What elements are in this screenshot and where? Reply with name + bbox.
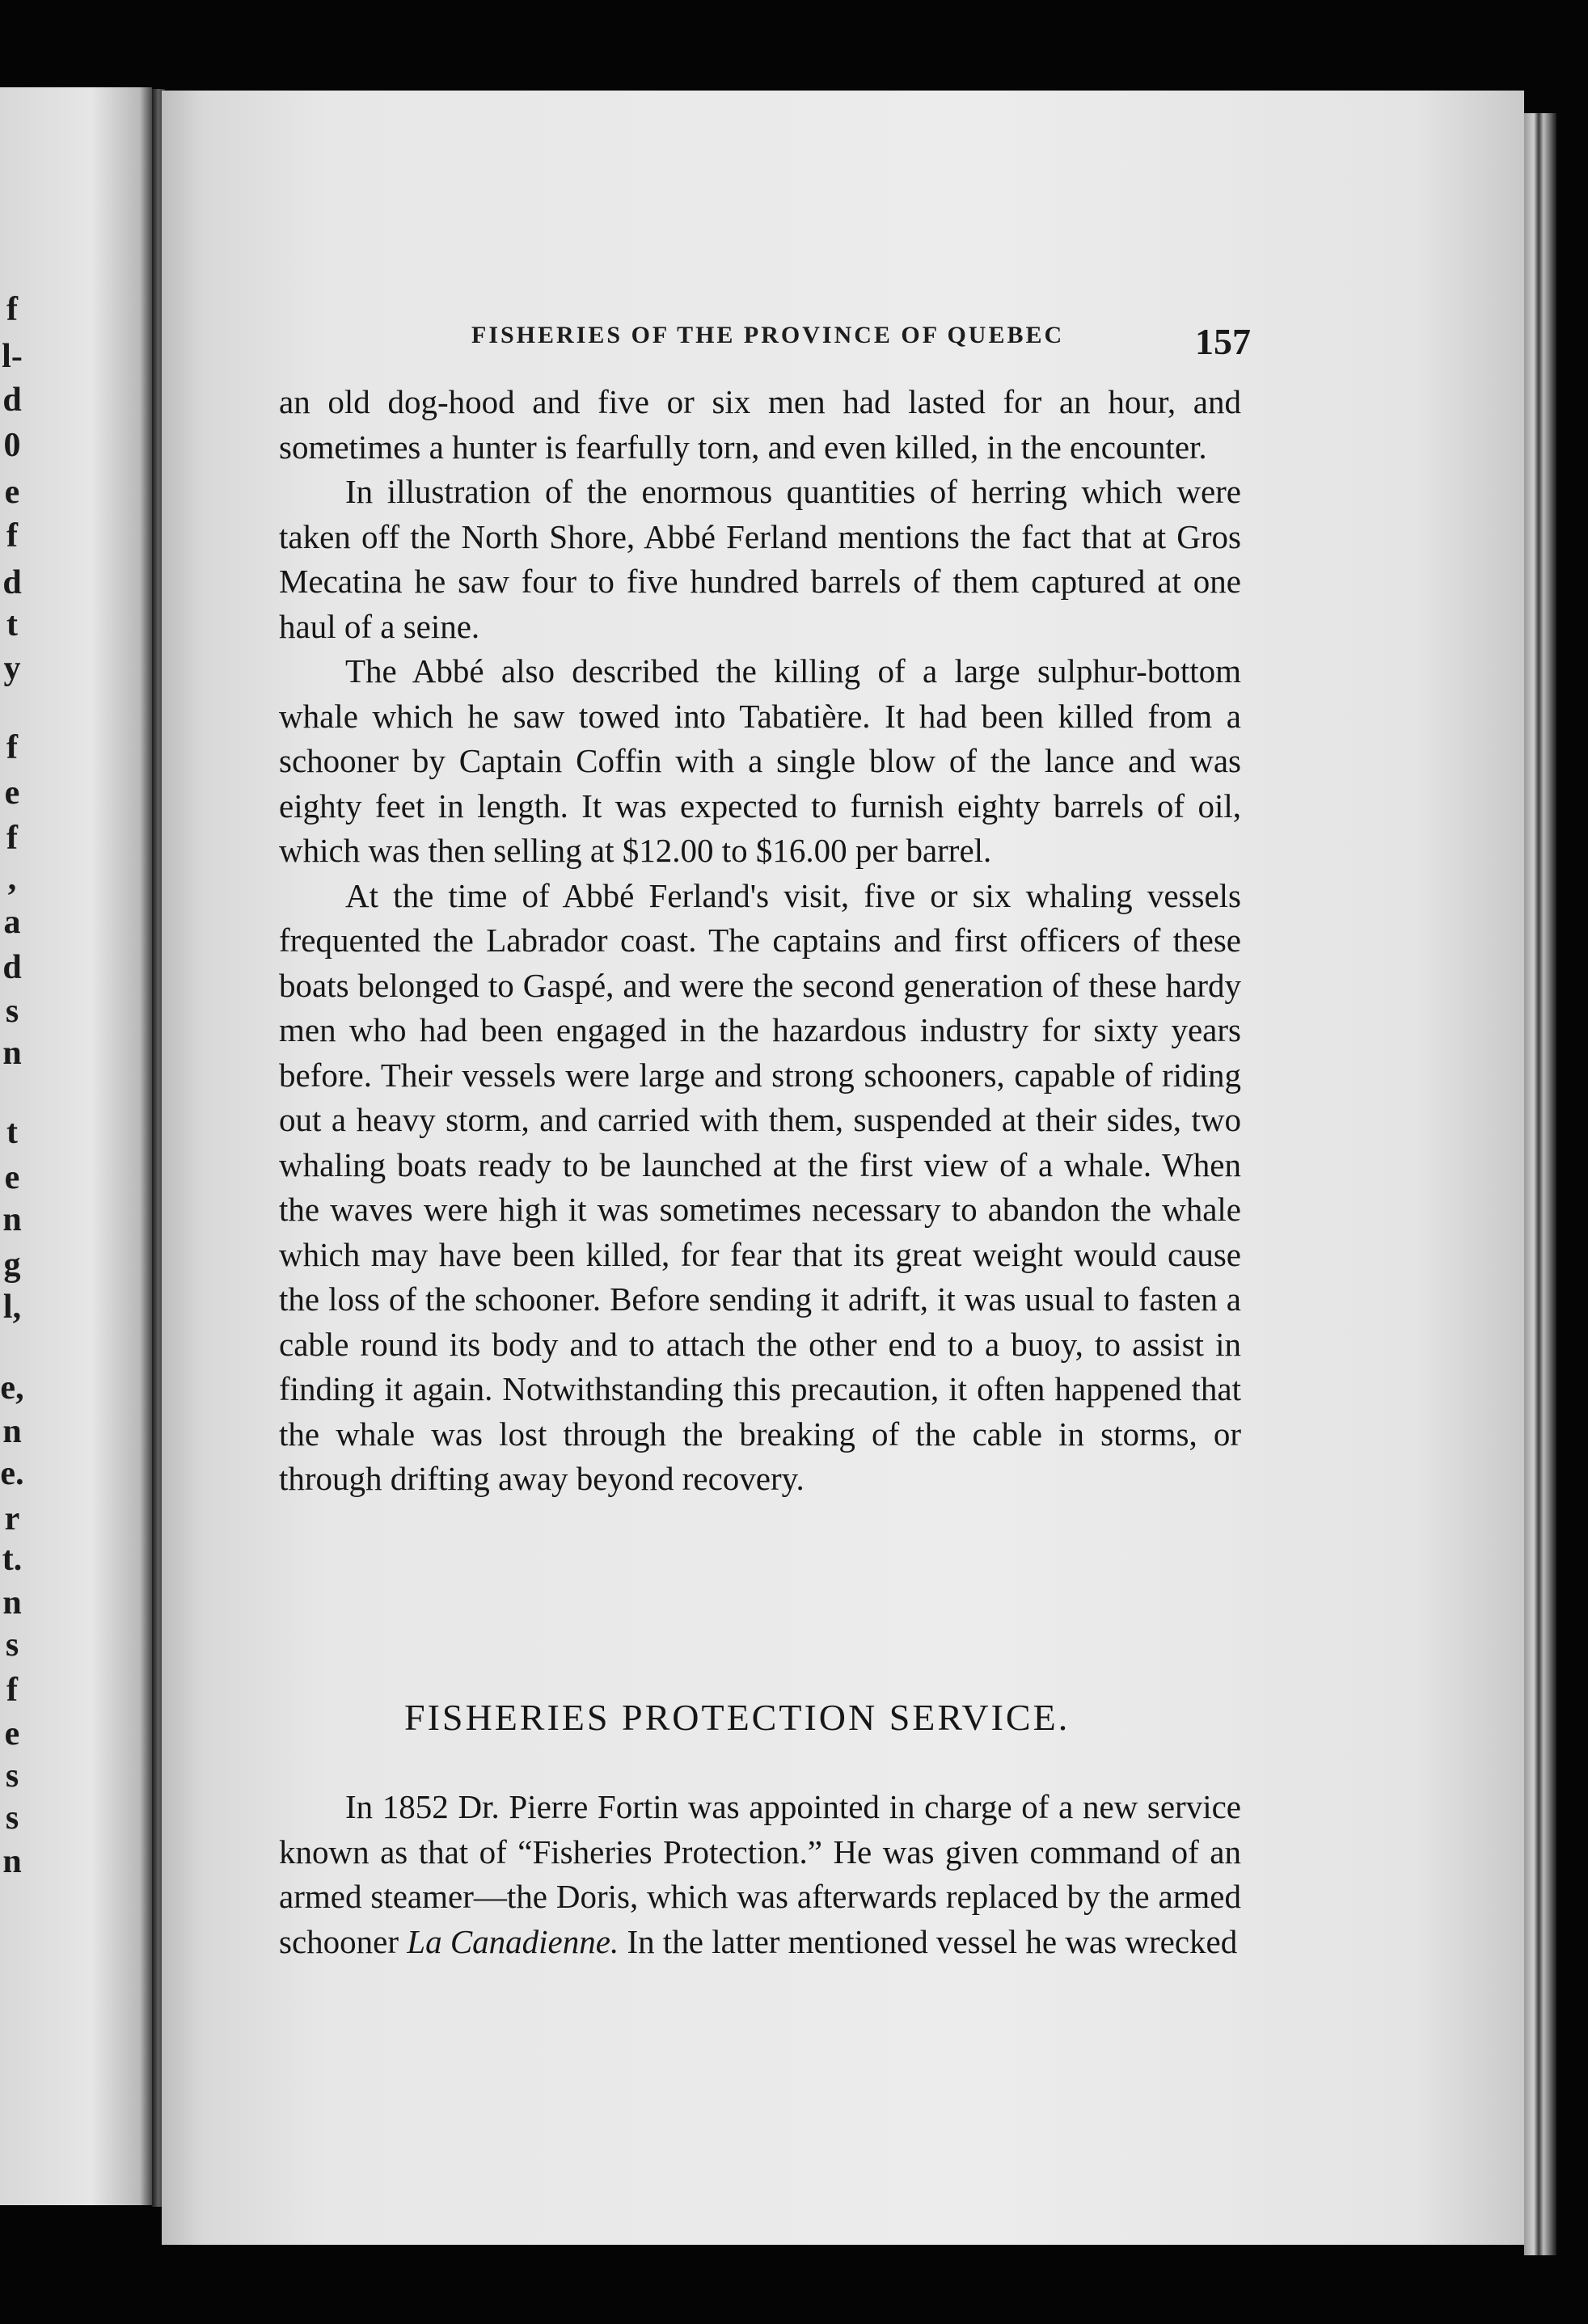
facing-page-letter: l, <box>2 1289 22 1326</box>
facing-page-letter: a <box>3 904 21 941</box>
vessel-name: La Canadienne. <box>407 1922 619 1960</box>
facing-page-letter: g <box>3 1246 21 1284</box>
facing-page-edge <box>0 87 152 2205</box>
facing-page-letter: y <box>3 650 21 687</box>
facing-page-letter: s <box>5 1757 19 1795</box>
paragraph-4: At the time of Abbé Ferland's visit, five or six whaling vessels frequented the Labrador coast. The captains and first officers of these boats belonged to Gaspé, and were the second generation of these hardy men who had been engaged in the hazardous industry for sixty years before. Their vessels were large and strong schooners, capable of riding out a heavy storm, and carried with them, suspended at their sides, two whaling boats ready to be launched at the first view of a whale. When the waves were high it was sometimes necessary to abandon the whale which may have been killed, for fear that its great weight would cause the loss of the schooner. Before sending it adrift, it was usual to fasten a cable round its body and to attach the other end to a buoy, to assist in finding it again. Notwithstanding this precaution, it often happened that the whale was lost through the breaking of the cable in storms, or through drifting away beyond recovery. <box>279 876 1241 1497</box>
facing-page-letter: s <box>5 993 19 1030</box>
paragraph-3: The Abbé also described the killing of a large sulphur-bottom whale which he saw towed into Tabatière. It had been killed from a schooner by Captain Coffin with a single blow of the lance and was eighty feet in length. It was expected to furnish eighty barrels of oil, which was then selling at $12.00 to $16.00 per barrel. <box>279 652 1241 869</box>
facing-page-letter: f <box>6 729 18 766</box>
facing-page-letter: f <box>6 517 18 555</box>
section-body-text <box>279 1785 1241 1964</box>
running-head: FISHERIES OF THE PROVINCE OF QUEBEC <box>471 322 1065 348</box>
facing-page-letter: d <box>2 564 22 601</box>
facing-page-letter: 0 <box>3 427 21 464</box>
facing-page-letter: t. <box>2 1541 23 1578</box>
facing-page-letter: e <box>4 1159 20 1196</box>
page-number: 157 <box>1195 321 1251 362</box>
facing-page-letter: e. <box>0 1455 24 1492</box>
facing-page-letter: l- <box>2 338 23 375</box>
facing-page-letter: e <box>4 774 20 812</box>
facing-page-letter: n <box>2 1584 22 1622</box>
facing-page-letter: n <box>2 1843 22 1880</box>
paragraph-1: an old dog-hood and five or six men had lasted for an hour, and sometimes a hunter is fearfully torn, and even killed, in the encounter. <box>279 383 1241 466</box>
facing-page-letter: n <box>2 1413 22 1450</box>
section-paragraph-end: In the latter mentioned vessel he was wrecked <box>627 1922 1238 1960</box>
section-heading: FISHERIES PROTECTION SERVICE. <box>404 1697 1071 1738</box>
facing-page-letter: s <box>5 1799 19 1837</box>
facing-page-letter: , <box>7 860 17 897</box>
facing-page-letter: d <box>2 949 22 986</box>
section-paragraph-start: In 1852 Dr. Pierre Fortin was appointed in charge of a new service known as that of “Fisheries Protection.” He was given command of an armed steamer—the Doris, which was afterwards replaced by the armed schooner <box>279 1788 1241 1960</box>
facing-page-letter: e <box>4 474 20 511</box>
facing-page-letter: e, <box>0 1369 24 1407</box>
facing-page-letter: r <box>4 1500 20 1537</box>
facing-page-letter: f <box>6 820 18 857</box>
facing-page-letter: n <box>2 1035 22 1072</box>
page-stack-edge <box>1524 113 1556 2255</box>
section-paragraph <box>279 1785 1241 1964</box>
facing-page-letters <box>0 87 24 2205</box>
facing-page-letter: e <box>4 1715 20 1752</box>
facing-page-letter: f <box>6 291 18 328</box>
facing-page-letter: n <box>2 1201 22 1238</box>
facing-page-letter: f <box>6 1672 18 1709</box>
facing-page-letter: d <box>2 382 22 419</box>
facing-page-letter: t <box>6 606 18 643</box>
facing-page-letter: t <box>6 1114 18 1151</box>
body-text <box>279 380 1241 1502</box>
paragraph-2: In illustration of the enormous quantities of herring which were taken off the North Shore, Abbé Ferland mentions the fact that at Gros Mecatina he saw four to five hundred barrels of them captured at one haul of a seine. <box>279 473 1241 645</box>
facing-page-letter: s <box>5 1626 19 1664</box>
